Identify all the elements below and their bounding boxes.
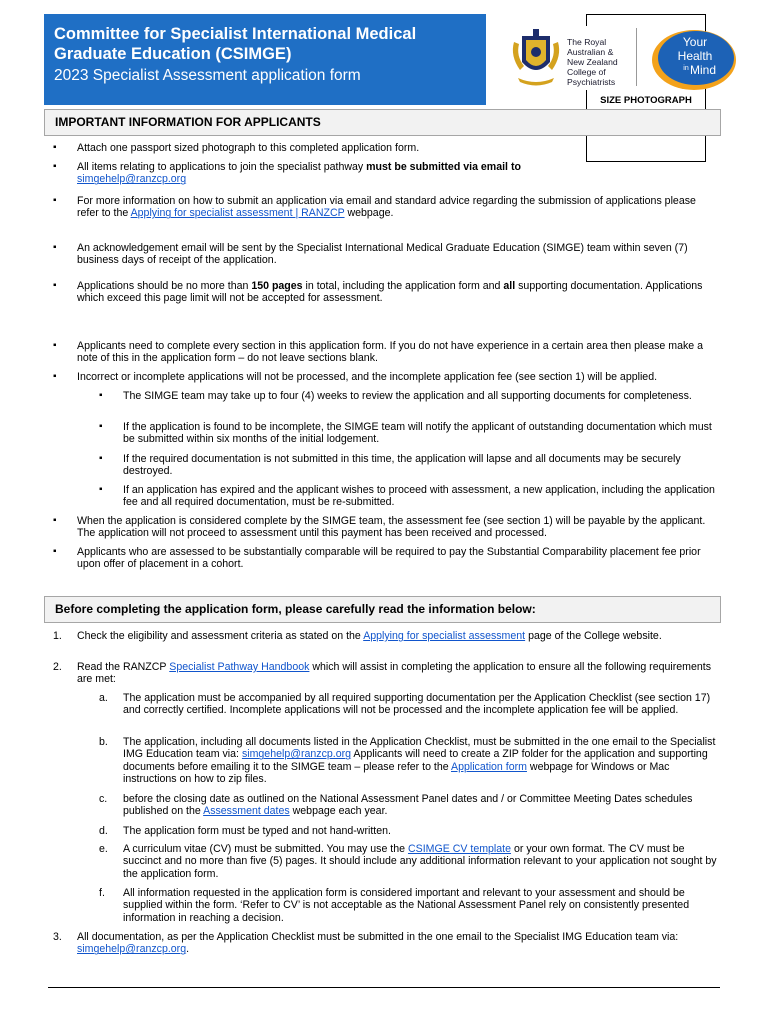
lettered-item-a: a. The application must be accompanied by all required supporting documentation per the Application Checklist (see section 17) and correctly certified. Incomplete applications will not be processed and the incomplete application fee will be applied. <box>99 692 711 717</box>
page-title: Committee for Specialist International Medical Graduate Education (CSIMGE) <box>54 25 417 63</box>
numbered-item-1: 1. Check the eligibility and assessment criteria as stated on the Applying for specialist assessment page of the College website. <box>53 630 662 642</box>
csimge-cv-template-link[interactable]: CSIMGE CV template <box>407 843 512 855</box>
bullet-complete-every-section: ▪ Applicants need to complete every section in this application form. If you do not have experience in a certain area then please make a note of this in the application form – do not leave sections blank. <box>77 340 717 365</box>
bullet-page-limit: ▪ Applications should be no more than 150 pages in total, including the application form and all supporting documentation. Applications which exceed this page limit will not be accepted for assessment. <box>77 280 717 305</box>
header-banner <box>44 14 486 105</box>
subbullet-review-time: ▪ The SIMGE team may take up to four (4) weeks to review the application and all supporting documents for completeness. <box>123 390 719 402</box>
logo-divider <box>636 28 637 86</box>
college-name: The Royal Australian & New Zealand College of Psychiatrists <box>567 37 618 87</box>
bullet-assessment-fee: ▪ When the application is considered complete by the SIMGE team, the assessment fee (see section 1) will be payable by the applicant. The application will not proceed to assessment until this payment has been received and processed. <box>77 515 717 540</box>
lettered-item-c: c. before the closing date as outlined on the National Assessment Panel dates and / or Committee Meeting Dates schedules published on the Assessment dates webpage each year. <box>99 793 693 818</box>
applying-specialist-assessment-link-2[interactable]: Applying for specialist assessment <box>363 630 526 642</box>
bullet-acknowledgement: ▪ An acknowledgement email will be sent by the Specialist International Medical Graduate Education (SIMGE) team within seven (7) business days of receipt of the application. <box>77 242 717 267</box>
brand-line-3: in <box>683 65 689 72</box>
lettered-item-b: b. The application, including all documents listed in the Application Checklist, must be submitted in the one email to the Specialist IMG Education team via: simgehelp@ranzcp.org Applicants will need to create a ZIP folder for the application and supporting documents before emailing it to the SIMGE team – please refer to the Application form webpage for Windows or Mac instructions on how to zip files. <box>99 736 716 786</box>
bullet-substantial-comparability: ▪ Applicants who are assessed to be substantially comparable will be required to pay the Substantial Comparability placement fee prior upon offer of placement in a cohort. <box>77 546 717 571</box>
lettered-item-d: d. The application form must be typed and not hand-written. <box>99 825 391 837</box>
your-health-in-mind-logo <box>648 24 740 92</box>
simgehelp-email-link-2[interactable]: simgehelp@ranzcp.org <box>241 748 352 761</box>
bullet-more-info: ▪ For more information on how to submit an application via email and standard advice regarding the submission of applications please refer to the Applying for specialist assessment | RANZCP webpage. <box>77 195 717 220</box>
specialist-pathway-handbook-link[interactable]: Specialist Pathway Handbook <box>169 661 310 673</box>
subbullet-incomplete-notify: ▪ If the application is found to be incomplete, the SIMGE team will notify the applicant of outstanding documentation which must be submitted within six months of the initial lodgement. <box>123 421 719 446</box>
before-completing-heading: Before completing the application form, please carefully read the information below: <box>44 596 721 623</box>
page-subtitle: 2023 Specialist Assessment application form <box>54 67 361 84</box>
bullet-email-submission: ▪ All items relating to applications to join the specialist pathway must be submitted via email to simgehelp@ranzcp.org <box>77 161 717 186</box>
numbered-item-2: 2. Read the RANZCP Specialist Pathway Handbook which will assist in completing the application to ensure all the following requirements are met: <box>53 661 711 686</box>
subbullet-lapse: ▪ If the required documentation is not submitted in this time, the application will lapse and all documents may be securely destroyed. <box>123 453 719 478</box>
assessment-dates-link[interactable]: Assessment dates <box>203 805 290 818</box>
footer-rule <box>48 987 720 988</box>
applying-specialist-assessment-link[interactable]: Applying for specialist assessment | RANZCP <box>130 207 345 220</box>
lettered-item-e: e. A curriculum vitae (CV) must be submitted. You may use the CSIMGE CV template or your own format. The CV must be succinct and no more than five (5) pages. It should include any additional information relevant to your application not sought by the application form. <box>99 843 717 880</box>
simgehelp-email-link[interactable]: simgehelp@ranzcp.org <box>77 173 187 186</box>
subbullet-expired: ▪ If an application has expired and the applicant wishes to proceed with assessment, a new application, including the application fee and all required documentation, must be re-submitted. <box>123 484 719 509</box>
important-info-heading: IMPORTANT INFORMATION FOR APPLICANTS <box>44 109 721 136</box>
simgehelp-email-link-3[interactable]: simgehelp@ranzcp.org <box>77 943 187 956</box>
application-form-link[interactable]: Application form <box>451 760 527 773</box>
lettered-item-f: f. All information requested in the application form is considered important and relevant to your assessment and should be supplied within the form. ‘Refer to CV’ is not acceptable as the National Assessment Panel rely on consistently presented information in reaching a decision. <box>99 887 690 924</box>
bullet-incorrect-applications: ▪ Incorrect or incomplete applications will not be processed, and the incomplete application fee (see section 1) will be applied. <box>77 371 717 383</box>
brand-line-4: Mind <box>689 63 717 77</box>
brand-line-2: Health <box>677 49 713 63</box>
bullet-photograph: ▪ Attach one passport sized photograph to this completed application form. <box>77 142 717 154</box>
photo-box-label: SIZE PHOTOGRAPH <box>600 95 692 106</box>
brand-line-1: Your <box>682 35 708 49</box>
numbered-item-3: 3. All documentation, as per the Application Checklist must be submitted in the one email to the Specialist IMG Education team via: simgehelp@ranzcp.org. <box>53 931 679 956</box>
